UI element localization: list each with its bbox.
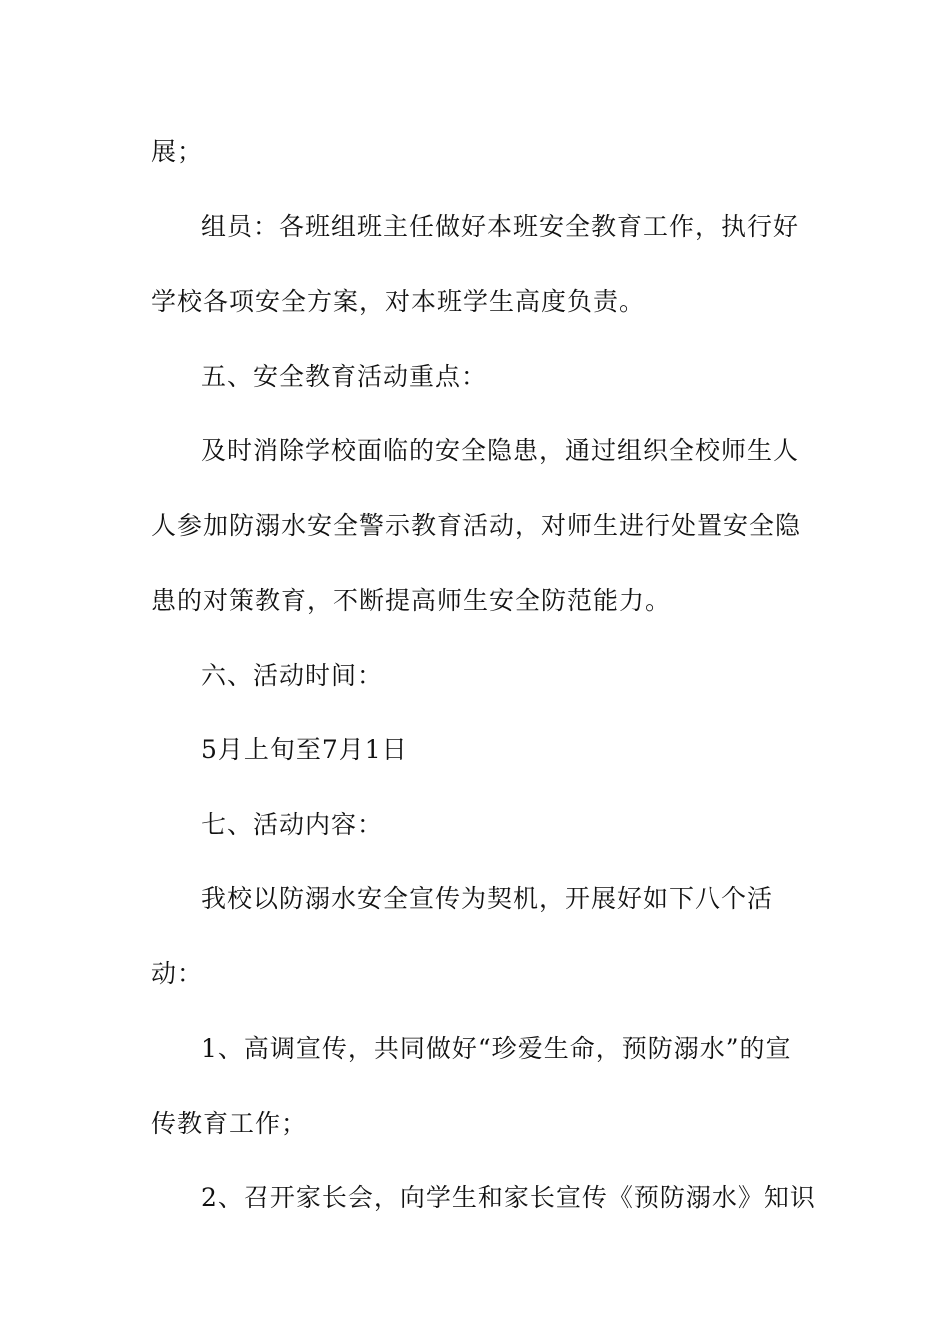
text-line: 及时消除学校面临的安全隐患，通过组织全校师生人 <box>201 436 800 465</box>
section-heading: 六、活动时间： <box>201 661 384 690</box>
text-line: 传教育工作； <box>151 1109 308 1138</box>
list-item: 1、高调宣传，共同做好“珍爱生命，预防溺水”的宣 <box>201 1034 792 1063</box>
text-line: 学校各项安全方案，对本班学生高度负责。 <box>151 287 646 316</box>
text-line: 患的对策教育，不断提高师生安全防范能力。 <box>151 586 672 615</box>
section-heading: 七、活动内容： <box>201 810 384 839</box>
text-line: 5月上旬至7月1日 <box>201 735 408 764</box>
text-line: 组员：各班组班主任做好本班安全教育工作，执行好 <box>201 212 800 241</box>
text-line: 人参加防溺水安全警示教育活动，对师生进行处置安全隐 <box>151 511 802 540</box>
list-item: 2、召开家长会，向学生和家长宣传《预防溺水》知识 <box>201 1183 816 1212</box>
text-line: 展； <box>151 137 204 166</box>
text-line: 动： <box>151 959 204 988</box>
text-line: 我校以防溺水安全宣传为契机，开展好如下八个活 <box>201 884 774 913</box>
section-heading: 五、安全教育活动重点： <box>201 362 488 391</box>
